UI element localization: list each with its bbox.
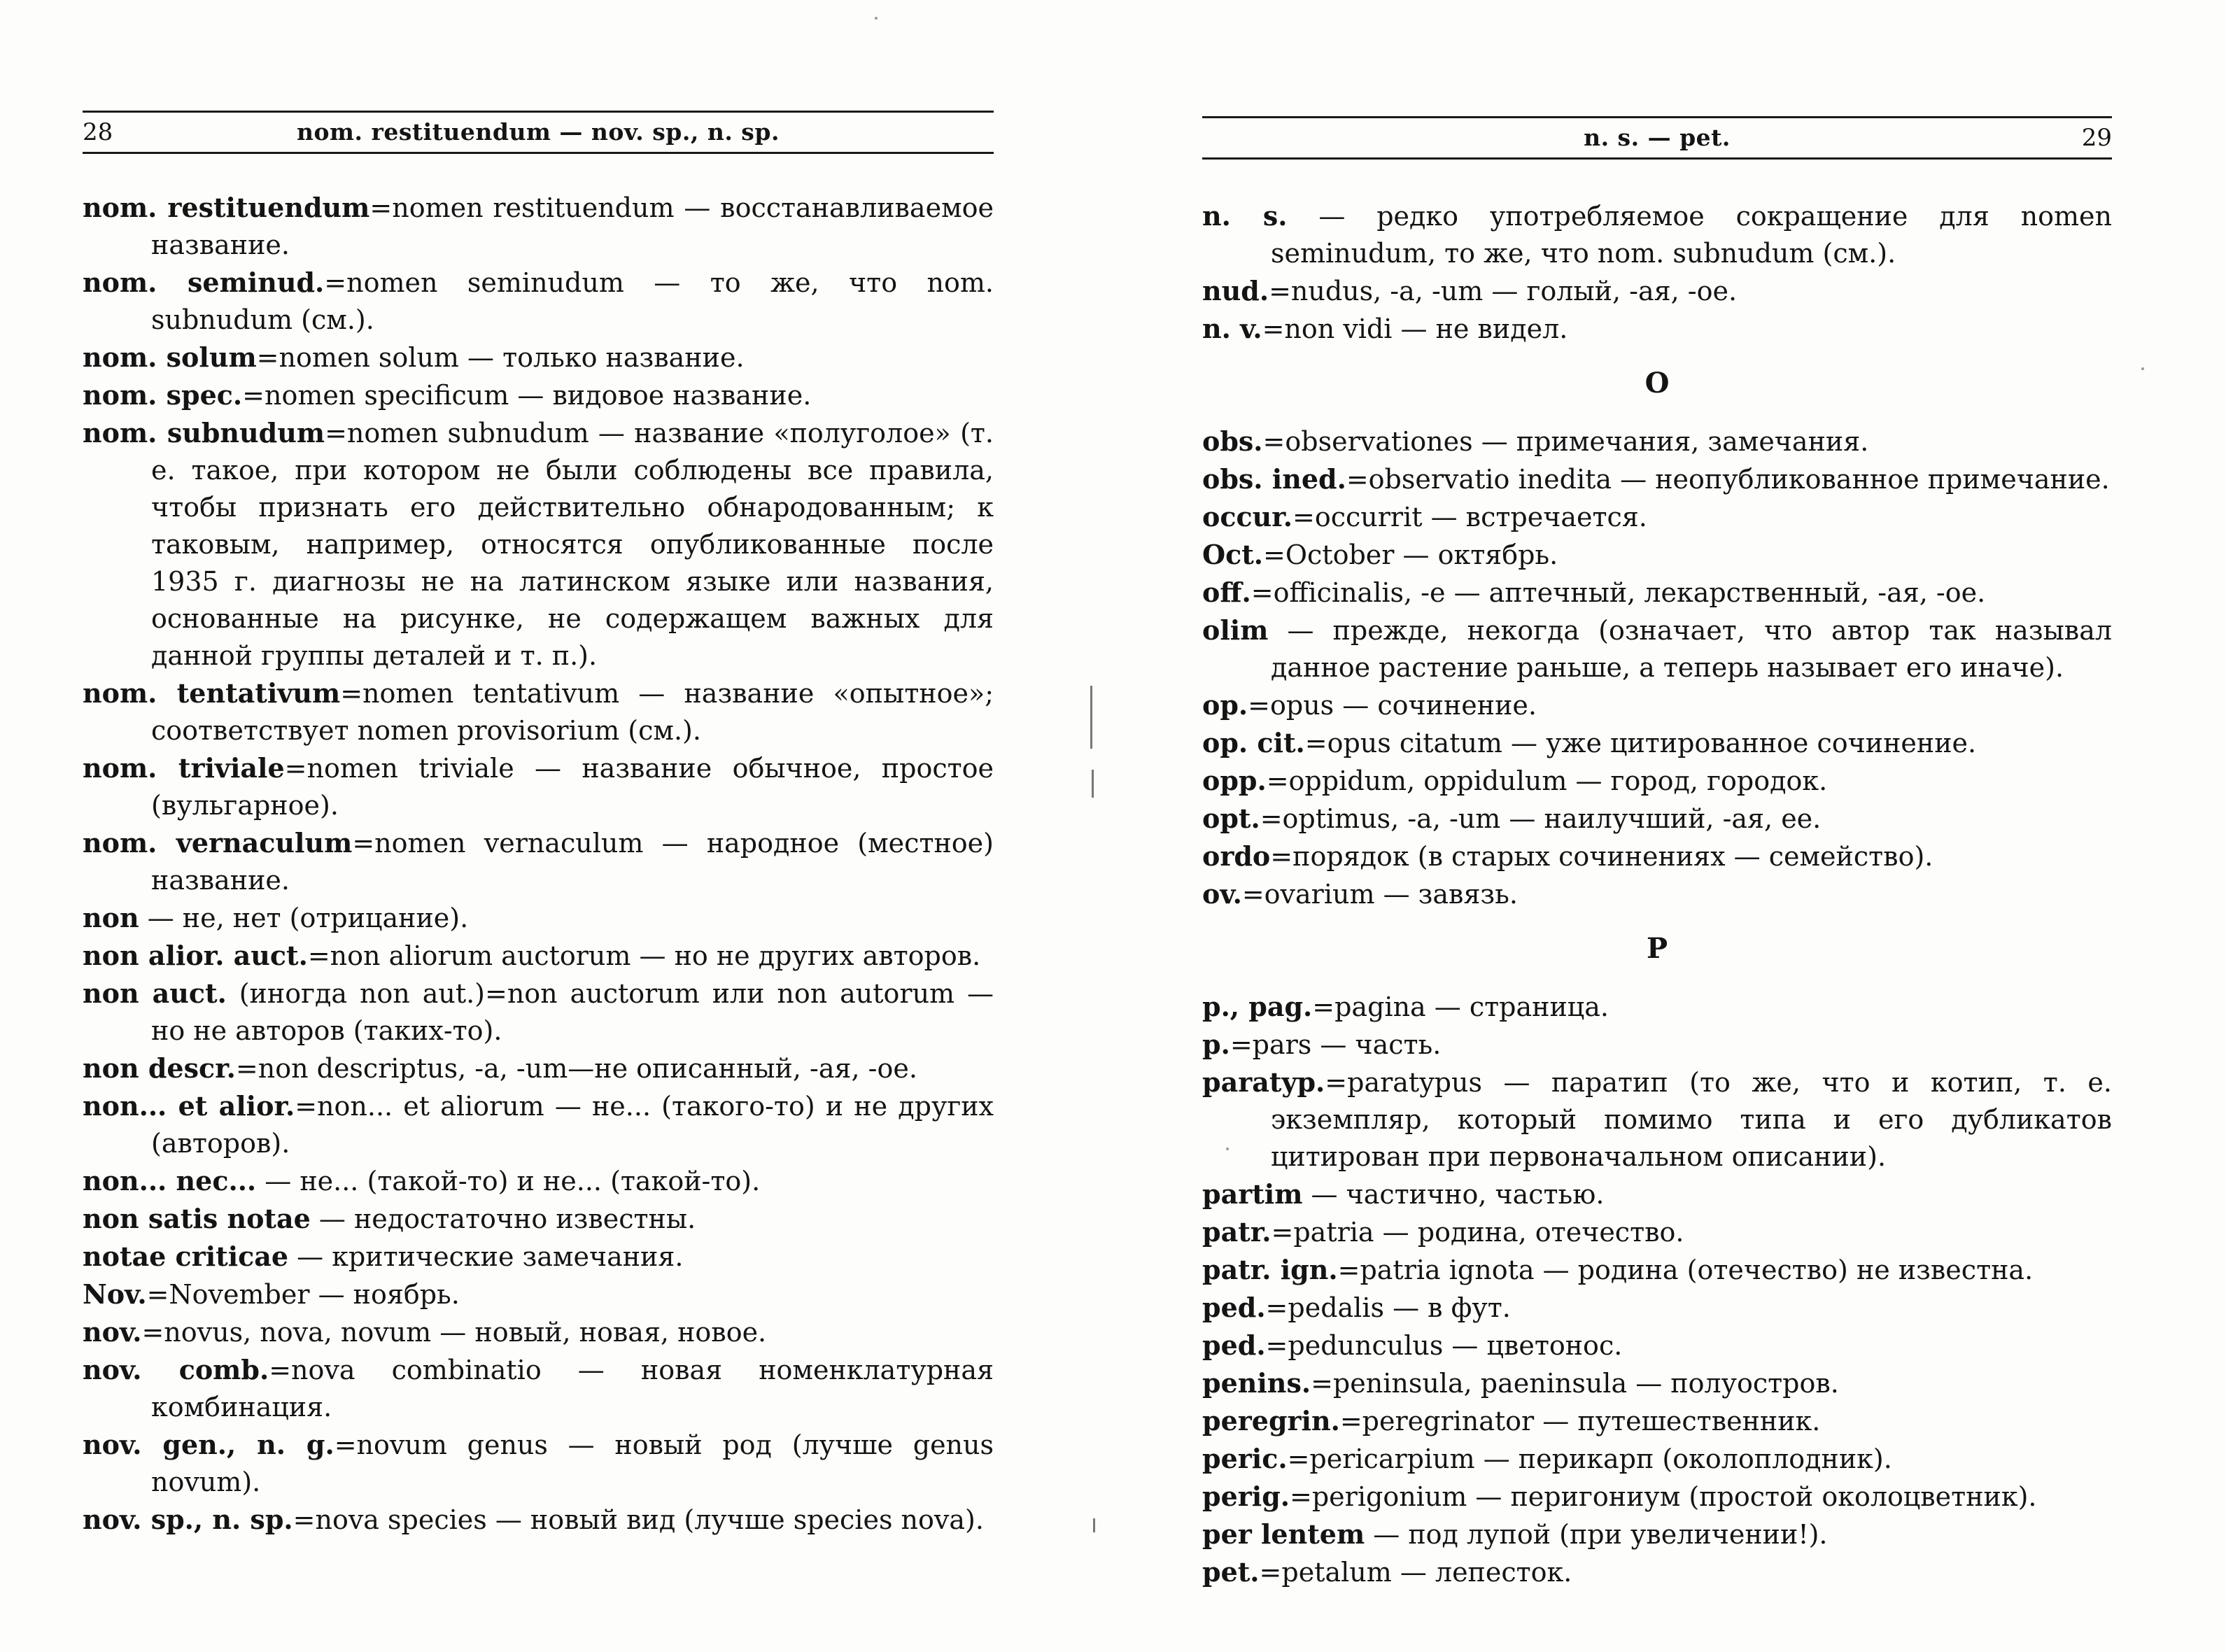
entry-headword: obs. [1202, 425, 1263, 457]
entry-definition: =pericarpium — перикарп (околоплодник). [1287, 1443, 1892, 1474]
dictionary-entry [83, 937, 994, 975]
entry-headword: partim [1202, 1178, 1303, 1210]
entry-headword: non satis notae [83, 1203, 311, 1234]
running-head-left [83, 111, 994, 154]
entry-definition: =opus — сочинение. [1248, 690, 1537, 721]
running-head-title-right: n. s. — pet. [1584, 124, 1731, 151]
entry-headword: olim [1202, 614, 1269, 646]
entry-headword: obs. ined. [1202, 463, 1346, 495]
dictionary-entry [1202, 724, 2112, 762]
entry-definition: — критические замечания. [288, 1241, 684, 1272]
dictionary-entry [1202, 838, 2112, 875]
dictionary-entry [83, 1162, 994, 1200]
dictionary-entry [1202, 762, 2112, 800]
dictionary-entry [83, 824, 994, 899]
entry-headword: occur. [1202, 501, 1293, 532]
entry-headword: peric. [1202, 1443, 1288, 1474]
entry-definition: — прежде, некогда (означает, что автор так называл данное растение раньше, а теперь называет его иначе). [1268, 615, 2112, 683]
page-number-right: 29 [2081, 124, 2112, 152]
dictionary-entry [83, 264, 994, 339]
entry-headword: n. s. [1202, 200, 1288, 232]
entry-definition: =nomen restituendum — восстанавливаемое название. [151, 192, 994, 260]
entry-definition: =nomen subnudum — название «полуголое» (т. е. такое, при котором не были соблюдены все правила, чтобы признать его действительно обнародованным; к таковым, например, относятся опубликованные после 1935 г. диагнозы не на латинском языке или названия, основанные на рисунке, не содержащем важных для данной группы деталей и т. п.). [151, 418, 994, 671]
dictionary-entry [83, 339, 994, 376]
entry-headword: n. v. [1202, 313, 1262, 344]
section-letter: O [1644, 367, 1670, 400]
entry-definition: =peregrinator — путешественник. [1339, 1406, 1821, 1436]
entry-headword: ped. [1202, 1329, 1266, 1361]
entry-definition: =non aliorum auctorum — но не других авторов. [307, 940, 981, 971]
entry-definition: =nomen solum — только название. [256, 342, 745, 373]
entry-definition: =patria — родина, отечество. [1271, 1217, 1684, 1248]
dictionary-entry [83, 189, 994, 264]
entry-definition: =observatio inedita — неопубликованное примечание. [1346, 464, 2110, 495]
entry-headword: p., pag. [1202, 991, 1313, 1022]
entry-definition: =nomen triviale — название обычное, простое (вульгарное). [151, 753, 994, 821]
entry-headword: non [83, 902, 139, 933]
entry-definition: =officinalis, -e — аптечный, лекарственный, -ая, -ое. [1251, 577, 1986, 608]
gutter-mark [1093, 1518, 1095, 1532]
entry-headword: opt. [1202, 803, 1260, 834]
entry-headword: op. [1202, 689, 1248, 721]
entry-headword: non... nec... [83, 1165, 257, 1196]
entry-headword: nov. gen., n. g. [83, 1429, 334, 1460]
dictionary-entry [1202, 1553, 2112, 1591]
entry-headword: nom. triviale [83, 752, 285, 784]
entry-definition: =порядок (в старых сочинениях — семейство). [1270, 841, 1933, 872]
entry-headword: nud. [1202, 275, 1269, 306]
dictionary-entry [1202, 574, 2112, 612]
entry-definition: — не... (такой-то) и не... (такой-то). [256, 1166, 761, 1196]
entry-headword: non alior. auct. [83, 940, 308, 971]
entry-headword: nom. restituendum [83, 192, 370, 223]
dictionary-entry [83, 675, 994, 749]
dictionary-entry [1202, 423, 2112, 460]
entry-definition: =non vidi — не видел. [1262, 313, 1568, 344]
entry-headword: opp. [1202, 765, 1267, 796]
speck [875, 17, 878, 20]
entry-definition: (иногда non aut.)=non auctorum или non autorum — но не авторов (таких-то). [151, 978, 994, 1046]
dictionary-entry [1202, 800, 2112, 838]
entry-headword: p. [1202, 1029, 1230, 1060]
dictionary-entry [1202, 1327, 2112, 1364]
entry-headword: Oct. [1202, 539, 1264, 570]
page-number-left: 28 [83, 118, 113, 146]
dictionary-entry [1202, 875, 2112, 913]
entry-headword: nom. seminud. [83, 267, 325, 298]
dictionary-entry [1202, 1364, 2112, 1402]
entry-headword: patr. ign. [1202, 1254, 1338, 1285]
entry-definition: =paratypus — паратип (то же, что и котип, т. е. экземпляр, который помимо типа и его дубликатов цитирован при первоначальном описании). [1271, 1067, 2112, 1172]
dictionary-entry [83, 1501, 994, 1539]
entry-definition: =October — октябрь. [1263, 539, 1558, 570]
entry-headword: nom. vernaculum [83, 827, 353, 859]
dictionary-entry [83, 1238, 994, 1276]
running-head-title-left: nom. restituendum — nov. sp., n. sp. [297, 118, 780, 146]
entry-definition: =nova combinatio — новая номенклатурная комбинация. [151, 1355, 994, 1422]
entry-headword: Nov. [83, 1278, 147, 1310]
right-entries [1202, 197, 2112, 1591]
entry-definition: =nomen tentativum — название «опытное»; соответствует nomen provisorium (см.). [151, 678, 994, 746]
entry-definition: =pedunculus — цветонос. [1265, 1330, 1623, 1361]
entry-definition: =petalum — лепесток. [1259, 1557, 1572, 1588]
gutter-mark [1092, 770, 1094, 798]
speck [1226, 1148, 1229, 1150]
entry-headword: nov. comb. [83, 1354, 269, 1385]
dictionary-entry [1202, 1478, 2112, 1516]
dictionary-entry [1202, 272, 2112, 310]
dictionary-entry [1202, 197, 2112, 272]
dictionary-entry [83, 899, 994, 937]
entry-definition: =peninsula, paeninsula — полуостров. [1311, 1368, 1839, 1399]
entry-definition: =non descriptus, -a, -um—не описанный, -ая, -ое. [235, 1053, 917, 1084]
speck [2141, 367, 2144, 370]
entry-headword: non auct. [83, 977, 227, 1009]
entry-definition: =occurrit — встречается. [1292, 502, 1647, 532]
entry-headword: nom. solum [83, 341, 257, 373]
dictionary-entry [1202, 988, 2112, 1026]
entry-definition: =nomen specificum — видовое название. [242, 380, 812, 411]
dictionary-entry [1202, 1026, 2112, 1064]
entry-definition: =ovarium — завязь. [1241, 879, 1518, 910]
entry-headword: perig. [1202, 1481, 1290, 1512]
entry-definition: — частично, частью. [1302, 1179, 1605, 1210]
entry-definition: — недостаточно известны. [310, 1203, 696, 1234]
dictionary-entry [1202, 460, 2112, 498]
entry-definition: — редко употребляемое сокращение для nomen seminudum, то же, что nom. subnudum (см.). [1271, 201, 2112, 269]
entry-headword: off. [1202, 577, 1251, 608]
entry-definition: =nomen seminudum — то же, что nom. subnudum (см.). [151, 267, 994, 335]
dictionary-entry [83, 1200, 994, 1238]
entry-definition: =opus citatum — уже цитированное сочинение. [1304, 728, 1977, 758]
dictionary-entry [1202, 1064, 2112, 1176]
dictionary-entry [83, 376, 994, 414]
entry-headword: patr. [1202, 1216, 1272, 1248]
dictionary-entry [83, 749, 994, 824]
entry-headword: paratyp. [1202, 1066, 1325, 1098]
dictionary-entry [83, 1426, 994, 1501]
entry-headword: notae criticae [83, 1241, 289, 1272]
entry-definition: =patria ignota — родина (отечество) не известна. [1337, 1255, 2034, 1285]
dictionary-entry [1202, 686, 2112, 724]
dictionary-entry [1202, 1213, 2112, 1251]
dictionary-entry [1202, 612, 2112, 686]
entry-definition: =pars — часть. [1230, 1029, 1442, 1060]
dictionary-entry [1202, 536, 2112, 574]
dictionary-entry [1202, 1289, 2112, 1327]
entry-headword: per lentem [1202, 1518, 1365, 1550]
entry-definition: — не, нет (отрицание). [139, 903, 469, 933]
entry-headword: non descr. [83, 1052, 236, 1084]
dictionary-entry [1202, 1440, 2112, 1478]
entry-headword: op. cit. [1202, 727, 1305, 758]
dictionary-entry [83, 1087, 994, 1162]
dictionary-entry [1202, 310, 2112, 348]
entry-headword: nov. [83, 1316, 142, 1348]
entry-definition: =perigonium — перигониум (простой околоцветник). [1290, 1481, 2037, 1512]
dictionary-entry [1202, 1516, 2112, 1553]
entry-headword: nom. spec. [83, 379, 243, 411]
entry-headword: nov. sp., n. sp. [83, 1504, 293, 1535]
left-entries [83, 189, 994, 1539]
entry-headword: non... et alior. [83, 1090, 295, 1122]
entry-headword: pet. [1202, 1556, 1260, 1588]
entry-definition: =November — ноябрь. [146, 1279, 460, 1310]
entry-definition: =optimus, -a, -um — наилучший, -ая, ее. [1260, 803, 1822, 834]
dictionary-entry [1202, 1176, 2112, 1213]
entry-definition: =pagina — страница. [1312, 991, 1609, 1022]
entry-headword: penins. [1202, 1367, 1311, 1399]
gutter-mark [1090, 686, 1092, 749]
entry-definition: =non... et aliorum — не... (такого-то) и не других (авторов). [151, 1091, 994, 1159]
entry-headword: ped. [1202, 1292, 1266, 1323]
entry-definition: =pedalis — в фут. [1265, 1292, 1511, 1323]
dictionary-entry [1202, 1402, 2112, 1440]
entry-headword: peregrin. [1202, 1405, 1340, 1436]
dictionary-entry [83, 414, 994, 675]
dictionary-entry [83, 1050, 994, 1087]
entry-definition: =novus, nova, novum — новый, новая, новое. [141, 1317, 767, 1348]
section-letter: P [1646, 932, 1668, 965]
entry-headword: ordo [1202, 840, 1271, 872]
dictionary-entry [83, 975, 994, 1050]
dictionary-entry [1202, 1251, 2112, 1289]
entry-definition: =nudus, -a, -um — голый, -ая, -ое. [1269, 276, 1738, 306]
entry-headword: ov. [1202, 878, 1242, 910]
entry-definition: — под лупой (при увеличении!). [1365, 1519, 1828, 1550]
entry-definition: =nova species — новый вид (лучше species nova). [293, 1504, 984, 1535]
entry-definition: =novum genus — новый род (лучше genus novum). [151, 1429, 994, 1497]
dictionary-entry [83, 1313, 994, 1351]
entry-definition: =observationes — примечания, замечания. [1262, 426, 1869, 457]
entry-definition: =nomen vernaculum — народное (местное) название. [151, 828, 994, 896]
entry-headword: nom. subnudum [83, 417, 325, 449]
entry-definition: =oppidum, oppidulum — город, городок. [1266, 765, 1828, 796]
dictionary-entry [83, 1351, 994, 1426]
dictionary-entry [1202, 498, 2112, 536]
running-head-right [1202, 116, 2112, 160]
dictionary-entry [83, 1276, 994, 1313]
entry-headword: nom. tentativum [83, 677, 341, 709]
